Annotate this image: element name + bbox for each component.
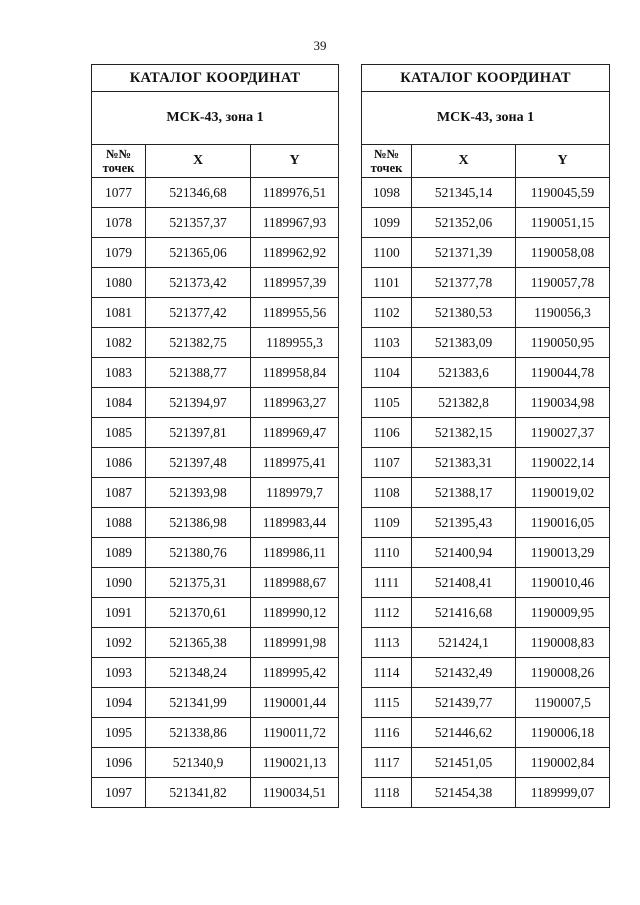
y-coordinate-cell: 1189976,51 <box>251 178 339 208</box>
table-row <box>362 718 610 748</box>
header-points-word: точек <box>102 161 135 175</box>
table-row <box>362 178 610 208</box>
table-row <box>362 688 610 718</box>
y-coordinate-cell: 1189955,3 <box>251 328 339 358</box>
x-coordinate-cell: 521382,15 <box>412 418 516 448</box>
y-coordinate-cell: 1189969,47 <box>251 418 339 448</box>
table-row <box>362 748 610 778</box>
point-number-cell: 1105 <box>362 388 412 418</box>
point-number-cell: 1102 <box>362 298 412 328</box>
table-row <box>362 628 610 658</box>
header-number-sign: №№ <box>105 147 132 161</box>
table-row <box>92 508 339 538</box>
table-body <box>362 178 610 808</box>
table-row <box>92 568 339 598</box>
x-coordinate-cell: 521373,42 <box>146 268 251 298</box>
x-coordinate-cell: 521383,31 <box>412 448 516 478</box>
x-coordinate-cell: 521397,81 <box>146 418 251 448</box>
x-coordinate-cell: 521341,82 <box>146 778 251 808</box>
point-number-cell: 1115 <box>362 688 412 718</box>
x-coordinate-cell: 521348,24 <box>146 658 251 688</box>
point-number-cell: 1082 <box>92 328 146 358</box>
point-number-cell: 1080 <box>92 268 146 298</box>
table-row <box>92 628 339 658</box>
y-coordinate-cell: 1190002,84 <box>516 748 610 778</box>
point-number-cell: 1093 <box>92 658 146 688</box>
x-coordinate-cell: 521380,76 <box>146 538 251 568</box>
y-coordinate-cell: 1190008,83 <box>516 628 610 658</box>
point-number-cell: 1112 <box>362 598 412 628</box>
y-coordinate-cell: 1190034,98 <box>516 388 610 418</box>
y-coordinate-cell: 1190050,95 <box>516 328 610 358</box>
x-coordinate-cell: 521346,68 <box>146 178 251 208</box>
point-number-cell: 1092 <box>92 628 146 658</box>
point-number-cell: 1089 <box>92 538 146 568</box>
table-row <box>92 478 339 508</box>
x-coordinate-cell: 521383,09 <box>412 328 516 358</box>
y-coordinate-cell: 1190058,08 <box>516 238 610 268</box>
x-coordinate-cell: 521400,94 <box>412 538 516 568</box>
table-row <box>362 538 610 568</box>
point-number-cell: 1079 <box>92 238 146 268</box>
point-number-header <box>92 145 146 178</box>
y-coordinate-cell: 1190008,26 <box>516 658 610 688</box>
x-coordinate-cell: 521395,43 <box>412 508 516 538</box>
table-row <box>362 598 610 628</box>
point-number-cell: 1097 <box>92 778 146 808</box>
table-row <box>362 658 610 688</box>
point-number-cell: 1101 <box>362 268 412 298</box>
table-row <box>92 268 339 298</box>
y-coordinate-cell: 1189963,27 <box>251 388 339 418</box>
x-coordinate-cell: 521408,41 <box>412 568 516 598</box>
x-column-header: X <box>412 145 516 178</box>
point-number-cell: 1085 <box>92 418 146 448</box>
catalog-subtitle: МСК-43, зона 1 <box>362 92 610 145</box>
point-number-cell: 1103 <box>362 328 412 358</box>
point-number-cell: 1116 <box>362 718 412 748</box>
point-number-cell: 1095 <box>92 718 146 748</box>
y-coordinate-cell: 1190051,15 <box>516 208 610 238</box>
y-coordinate-cell: 1189962,92 <box>251 238 339 268</box>
point-number-cell: 1084 <box>92 388 146 418</box>
y-coordinate-cell: 1189988,67 <box>251 568 339 598</box>
table-row <box>92 208 339 238</box>
y-coordinate-cell: 1190056,3 <box>516 298 610 328</box>
header-points-word: точек <box>370 161 403 175</box>
table-row <box>92 328 339 358</box>
table-body <box>92 178 339 808</box>
table-row <box>92 688 339 718</box>
x-coordinate-cell: 521380,53 <box>412 298 516 328</box>
coordinate-catalog-table <box>91 64 339 808</box>
y-coordinate-cell: 1190007,5 <box>516 688 610 718</box>
point-number-cell: 1111 <box>362 568 412 598</box>
table-row <box>362 508 610 538</box>
y-coordinate-cell: 1189990,12 <box>251 598 339 628</box>
x-column-header: X <box>146 145 251 178</box>
x-coordinate-cell: 521338,86 <box>146 718 251 748</box>
table-row <box>92 748 339 778</box>
table-row <box>362 358 610 388</box>
point-number-cell: 1117 <box>362 748 412 778</box>
table-row <box>92 178 339 208</box>
table-row <box>92 298 339 328</box>
x-coordinate-cell: 521352,06 <box>412 208 516 238</box>
x-coordinate-cell: 521365,38 <box>146 628 251 658</box>
x-coordinate-cell: 521394,97 <box>146 388 251 418</box>
x-coordinate-cell: 521341,99 <box>146 688 251 718</box>
point-number-cell: 1099 <box>362 208 412 238</box>
catalog-subtitle: МСК-43, зона 1 <box>92 92 339 145</box>
x-coordinate-cell: 521371,39 <box>412 238 516 268</box>
point-number-cell: 1091 <box>92 598 146 628</box>
y-coordinate-cell: 1189983,44 <box>251 508 339 538</box>
y-coordinate-cell: 1189957,39 <box>251 268 339 298</box>
point-number-cell: 1078 <box>92 208 146 238</box>
y-coordinate-cell: 1190019,02 <box>516 478 610 508</box>
point-number-cell: 1109 <box>362 508 412 538</box>
point-number-cell: 1098 <box>362 178 412 208</box>
y-coordinate-cell: 1189958,84 <box>251 358 339 388</box>
table-row <box>362 388 610 418</box>
y-coordinate-cell: 1190045,59 <box>516 178 610 208</box>
table-row <box>92 448 339 478</box>
table-row <box>362 298 610 328</box>
x-coordinate-cell: 521375,31 <box>146 568 251 598</box>
x-coordinate-cell: 521377,42 <box>146 298 251 328</box>
table-row <box>92 388 339 418</box>
point-number-cell: 1106 <box>362 418 412 448</box>
x-coordinate-cell: 521439,77 <box>412 688 516 718</box>
page-number: 39 <box>313 38 327 53</box>
x-coordinate-cell: 521388,17 <box>412 478 516 508</box>
point-number-cell: 1096 <box>92 748 146 778</box>
table-row <box>362 478 610 508</box>
point-number-cell: 1100 <box>362 238 412 268</box>
x-coordinate-cell: 521383,6 <box>412 358 516 388</box>
table-row <box>362 328 610 358</box>
header-number-sign: №№ <box>373 147 400 161</box>
x-coordinate-cell: 521388,77 <box>146 358 251 388</box>
point-number-cell: 1113 <box>362 628 412 658</box>
point-number-cell: 1094 <box>92 688 146 718</box>
y-coordinate-cell: 1190011,72 <box>251 718 339 748</box>
y-coordinate-cell: 1189991,98 <box>251 628 339 658</box>
y-coordinate-cell: 1190034,51 <box>251 778 339 808</box>
x-coordinate-cell: 521365,06 <box>146 238 251 268</box>
point-number-cell: 1104 <box>362 358 412 388</box>
x-coordinate-cell: 521345,14 <box>412 178 516 208</box>
y-coordinate-cell: 1190044,78 <box>516 358 610 388</box>
table-row <box>362 208 610 238</box>
y-column-header: Y <box>516 145 610 178</box>
x-coordinate-cell: 521357,37 <box>146 208 251 238</box>
y-coordinate-cell: 1190027,37 <box>516 418 610 448</box>
point-number-header <box>362 145 412 178</box>
table-row <box>362 268 610 298</box>
y-coordinate-cell: 1189986,11 <box>251 538 339 568</box>
point-number-cell: 1108 <box>362 478 412 508</box>
table-row <box>92 418 339 448</box>
y-coordinate-cell: 1190013,29 <box>516 538 610 568</box>
y-coordinate-cell: 1189979,7 <box>251 478 339 508</box>
x-coordinate-cell: 521424,1 <box>412 628 516 658</box>
y-coordinate-cell: 1190057,78 <box>516 268 610 298</box>
y-coordinate-cell: 1189999,07 <box>516 778 610 808</box>
point-number-cell: 1083 <box>92 358 146 388</box>
point-number-cell: 1090 <box>92 568 146 598</box>
x-coordinate-cell: 521451,05 <box>412 748 516 778</box>
y-coordinate-cell: 1189995,42 <box>251 658 339 688</box>
x-coordinate-cell: 521340,9 <box>146 748 251 778</box>
table-row <box>362 778 610 808</box>
y-coordinate-cell: 1189967,93 <box>251 208 339 238</box>
point-number-cell: 1081 <box>92 298 146 328</box>
y-coordinate-cell: 1190001,44 <box>251 688 339 718</box>
x-coordinate-cell: 521432,49 <box>412 658 516 688</box>
y-coordinate-cell: 1190022,14 <box>516 448 610 478</box>
x-coordinate-cell: 521416,68 <box>412 598 516 628</box>
table-row <box>92 778 339 808</box>
table-row <box>92 238 339 268</box>
x-coordinate-cell: 521382,8 <box>412 388 516 418</box>
y-coordinate-cell: 1190009,95 <box>516 598 610 628</box>
x-coordinate-cell: 521397,48 <box>146 448 251 478</box>
x-coordinate-cell: 521446,62 <box>412 718 516 748</box>
point-number-cell: 1087 <box>92 478 146 508</box>
point-number-cell: 1086 <box>92 448 146 478</box>
y-coordinate-cell: 1190010,46 <box>516 568 610 598</box>
point-number-cell: 1118 <box>362 778 412 808</box>
x-coordinate-cell: 521377,78 <box>412 268 516 298</box>
point-number-cell: 1107 <box>362 448 412 478</box>
y-coordinate-cell: 1190021,13 <box>251 748 339 778</box>
table-row <box>92 598 339 628</box>
table-row <box>362 418 610 448</box>
y-coordinate-cell: 1189975,41 <box>251 448 339 478</box>
table-row <box>92 658 339 688</box>
point-number-cell: 1114 <box>362 658 412 688</box>
y-column-header: Y <box>251 145 339 178</box>
catalog-title: КАТАЛОГ КООРДИНАТ <box>92 65 339 92</box>
x-coordinate-cell: 521382,75 <box>146 328 251 358</box>
x-coordinate-cell: 521393,98 <box>146 478 251 508</box>
point-number-cell: 1077 <box>92 178 146 208</box>
table-row <box>362 448 610 478</box>
table-row <box>362 238 610 268</box>
table-row <box>92 358 339 388</box>
x-coordinate-cell: 521386,98 <box>146 508 251 538</box>
table-row <box>92 718 339 748</box>
y-coordinate-cell: 1190016,05 <box>516 508 610 538</box>
coordinate-catalog-table <box>361 64 610 808</box>
point-number-cell: 1088 <box>92 508 146 538</box>
x-coordinate-cell: 521454,38 <box>412 778 516 808</box>
y-coordinate-cell: 1190006,18 <box>516 718 610 748</box>
y-coordinate-cell: 1189955,56 <box>251 298 339 328</box>
table-row <box>92 538 339 568</box>
point-number-cell: 1110 <box>362 538 412 568</box>
x-coordinate-cell: 521370,61 <box>146 598 251 628</box>
catalog-title: КАТАЛОГ КООРДИНАТ <box>362 65 610 92</box>
table-row <box>362 568 610 598</box>
